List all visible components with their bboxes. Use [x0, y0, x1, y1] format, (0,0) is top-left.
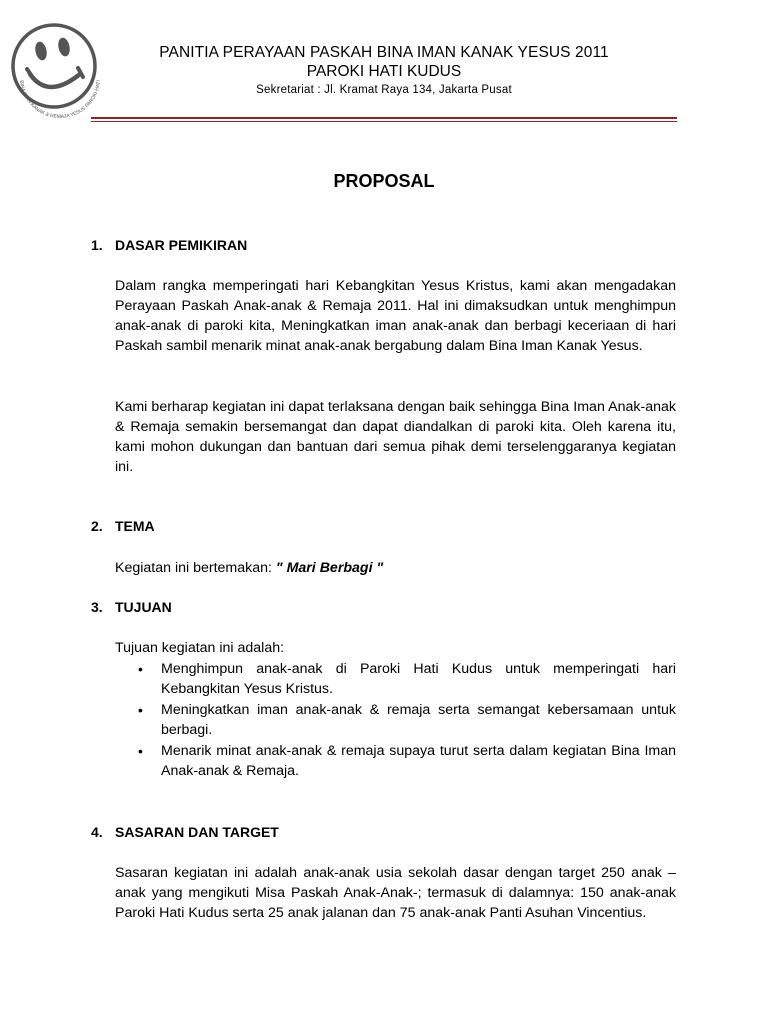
section-heading-tema [91, 518, 155, 534]
section-number: 4. [91, 824, 103, 840]
section-title: TEMA [115, 518, 155, 534]
section-title: DASAR PEMIKIRAN [115, 237, 248, 253]
list-item: • Menghimpun anak-anak di Paroki Hati Kudus untuk memperingati hari Kebangkitan Yesus Kristus. [138, 661, 676, 697]
section-heading-sasaran-dan-target [91, 824, 279, 840]
paragraph: Dalam rangka memperingati hari Kebangkitan Yesus Kristus, kami akan mengadakan Perayaan Paskah Anak-anak & Remaja 2011. Hal ini dimaksudkan untuk menghimpun anak-anak di paroki kita, Meningkatkan iman anak-anak dan berbagi keceriaan di hari Paskah sambil menarik minat anak-anak bergabung dalam Bina Iman Kanak Yesus. [115, 278, 676, 354]
section-number: 2. [91, 518, 103, 534]
header-divider-thick [91, 117, 677, 119]
header-divider-thin [91, 121, 677, 122]
logo-ring-text: BINA IMAN KANAK & REMAJA YESUS PAROKI HATI [18, 79, 102, 118]
section-number: 3. [91, 599, 103, 615]
theme-line [115, 558, 676, 578]
section-heading-dasar-pemikiran [91, 237, 247, 253]
theme-intro: Kegiatan ini bertemakan: [115, 560, 272, 576]
list-item: • Menarik minat anak-anak & remaja supaya turut serta dalam kegiatan Bina Iman Anak-anak & Remaja. [138, 743, 676, 779]
bullet-icon: • [138, 743, 143, 759]
parish-name: PAROKI HATI KUDUS [306, 63, 462, 80]
section-number: 1. [91, 237, 103, 253]
paragraph: Kami berharap kegiatan ini dapat terlaksana dengan baik sehingga Bina Iman Anak-anak & Remaja semakin bersemangat dan dapat diandalkan di paroki kita. Oleh karena itu, kami mohon dukungan dan bantuan dari semua pihak demi terselenggaranya kegiatan ini. [115, 399, 676, 475]
objectives-intro: Tujuan kegiatan ini adalah: [115, 640, 285, 656]
section-title: SASARAN DAN TARGET [115, 824, 279, 840]
letterhead [92, 43, 676, 99]
theme-value: " Mari Berbagi " [275, 560, 384, 576]
bullet-icon: • [138, 702, 143, 718]
objectives-list [115, 659, 676, 782]
committee-name: PANITIA PERAYAAN PASKAH BINA IMAN KANAK YESUS 2011 [159, 44, 609, 61]
list-item: • Meningkatkan iman anak-anak & remaja serta semangat kebersamaan untuk berbagi. [138, 702, 676, 738]
secretariat-address: Sekretariat : Jl. Kramat Raya 134, Jakarta Pusat [256, 84, 512, 96]
bullet-icon: • [138, 661, 143, 677]
paragraph: Sasaran kegiatan ini adalah anak-anak usia sekolah dasar dengan target 250 anak –anak yang mengikuti Misa Paskah Anak-Anak-; termasuk di dalamnya: 150 anak-anak Paroki Hati Kudus serta 25 anak jalanan dan 75 anak-anak Panti Asuhan Vincentius. [115, 865, 676, 921]
section-heading-tujuan [91, 599, 172, 615]
document-title: PROPOSAL [333, 171, 435, 191]
section-title: TUJUAN [115, 599, 172, 615]
